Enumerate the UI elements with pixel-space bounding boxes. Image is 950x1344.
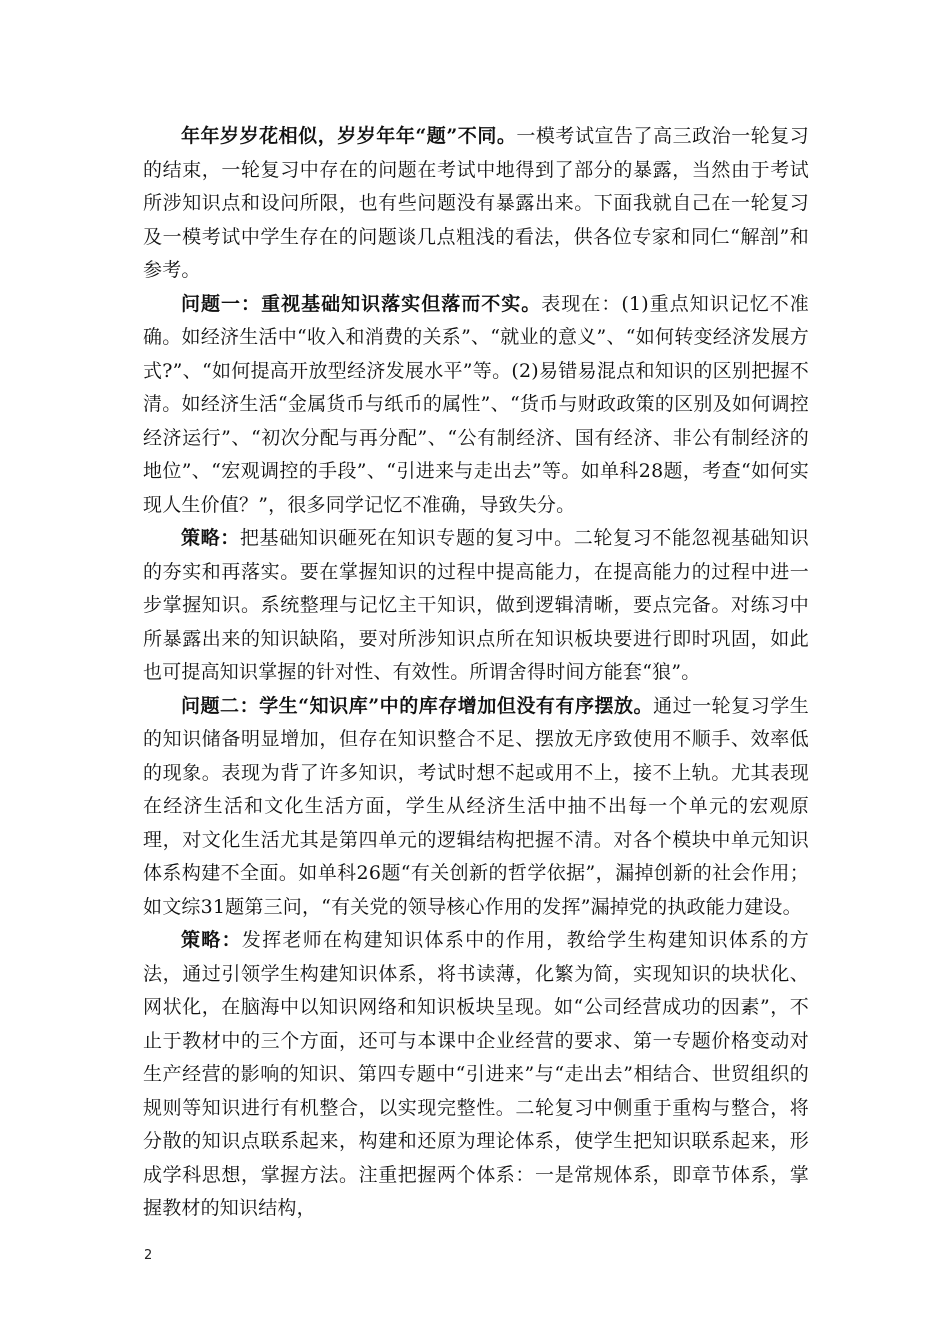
- paragraph-text: 一模考试宣告了高三政治一轮复习的结束，一轮复习中存在的问题在考试中地得到了部分的暴露，当然由于考试所涉知识点和设问所限，也有些问题没有暴露出来。下面我就自己在一轮复习及一模考试中学生存在的问题谈几点粗浅的看法，供各位专家和同仁“解剖”和参考。: [143, 125, 809, 281]
- paragraph-lead: 问题二：学生“知识库”中的库存增加但没有有序摆放。: [181, 694, 654, 717]
- paragraph-lead: 策略：: [181, 929, 242, 951]
- paragraph-strategy-two: [143, 924, 809, 1226]
- paragraph-intro: [143, 120, 809, 288]
- document-page: [143, 120, 809, 1226]
- paragraph-text: 把基础知识砸死在知识专题的复习中。二轮复习不能忽视基础知识的夯实和再落实。要在掌握知识的过程中提高能力，在提高能力的过程中进一步掌握知识。系统整理与记忆主干知识，做到逻辑清晰，要点完备。对练习中所暴露出来的知识缺陷，要对所涉知识点所在知识板块要进行即时巩固，如此也可提高知识掌握的针对性、有效性。所谓舍得时间方能套“狼”。: [143, 527, 809, 683]
- paragraph-text: 通过一轮复习学生的知识储备明显增加，但存在知识整合不足、摆放无序致使用不顺手、效率低的现象。表现为背了许多知识，考试时想不起或用不上，接不上轨。尤其表现在经济生活和文化生活方面，学生从经济生活中抽不出每一个单元的宏观原理，对文化生活尤其是第四单元的逻辑结构把握不清。对各个模块中单元知识体系构建不全面。如单科26题“有关创新的哲学依据”，漏掉创新的社会作用；如文综31题第三问，“有关党的领导核心作用的发挥”漏掉党的执政能力建设。: [143, 694, 809, 918]
- paragraph-problem-two: [143, 690, 809, 925]
- paragraph-text: 表现在：(1)重点知识记忆不准确。如经济生活中“收入和消费的关系”、“就业的意义”、“如何转变经济发展方式?”、“如何提高开放型经济发展水平”等。(2)易错易混点和知识的区别把握不清。如经济生活“金属货币与纸币的属性”、“货币与财政政策的区别及如何调控经济运行”、“初次分配与再分配”、“公有制经济、国有经济、非公有制经济的地位”、“宏观调控的手段”、“引进来与走出去”等。如单科28题，考查“如何实现人生价值？”，很多同学记忆不准确，导致失分。: [143, 292, 809, 516]
- page-number: 2: [144, 1248, 153, 1263]
- paragraph-lead: 年年岁岁花相似，岁岁年年“题”不同。: [181, 125, 517, 147]
- paragraph-lead: 问题一：重视基础知识落实但落而不实。: [181, 292, 542, 315]
- paragraph-problem-one: [143, 288, 809, 523]
- paragraph-lead: 策略：: [181, 527, 240, 549]
- paragraph-text: 发挥老师在构建知识体系中的作用，教给学生构建知识体系的方法，通过引领学生构建知识体系，将书读薄，化繁为简，实现知识的块状化、网状化，在脑海中以知识网络和知识板块呈现。如“公司经营成功的因素”，不止于教材中的三个方面，还可与本课中企业经营的要求、第一专题价格变动对生产经营的影响的知识、第四专题中“引进来”与“走出去”相结合、世贸组织的规则等知识进行有机整合，以实现完整性。二轮复习中侧重于重构与整合，将分散的知识点联系起来，构建和还原为理论体系，使学生把知识联系起来，形成学科思想，掌握方法。注重把握两个体系：一是常规体系，即章节体系，掌握教材的知识结构，: [143, 929, 809, 1219]
- paragraph-strategy-one: [143, 522, 809, 690]
